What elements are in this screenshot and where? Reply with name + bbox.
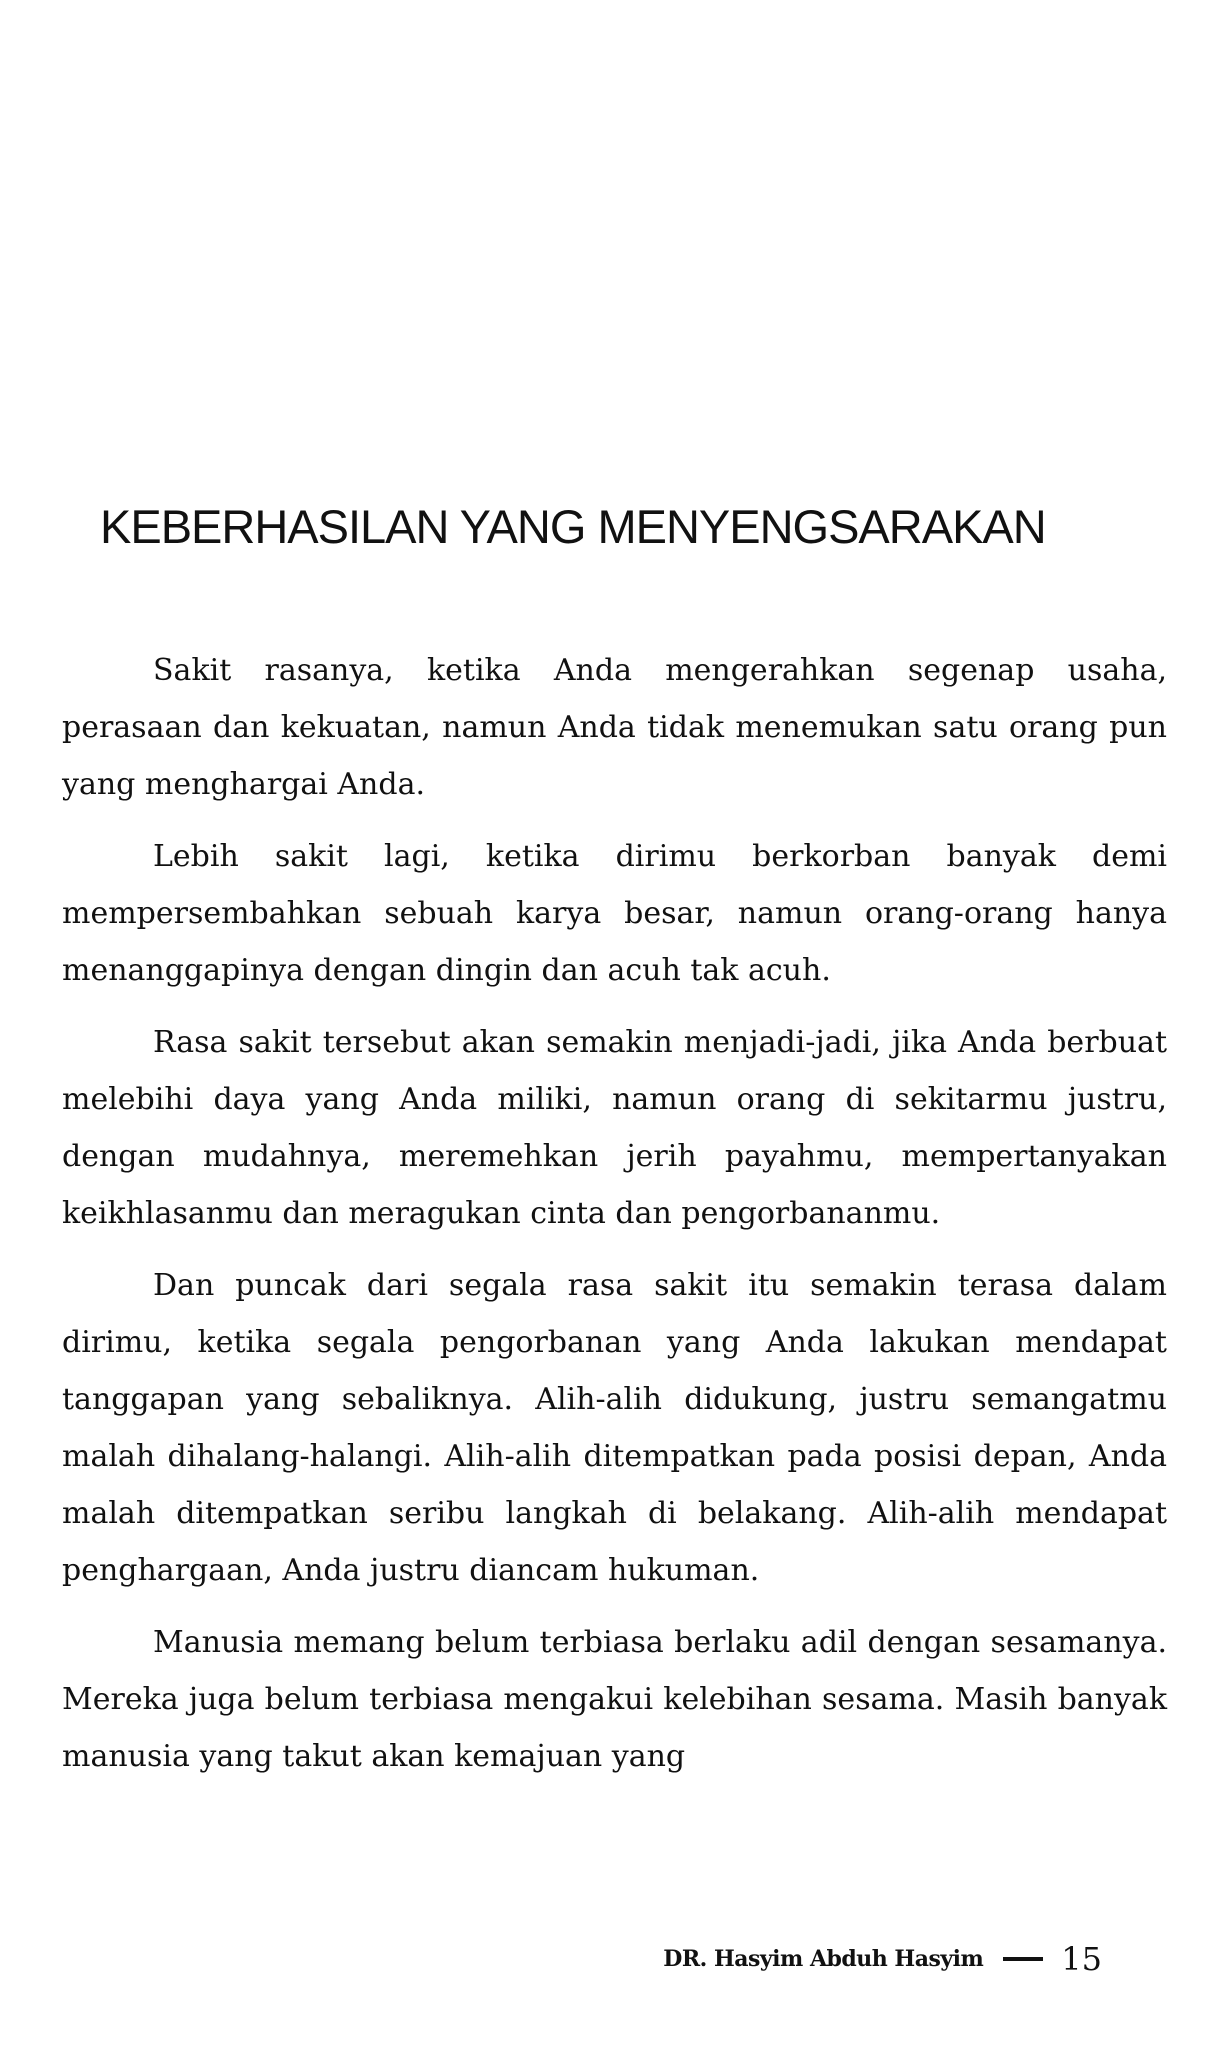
footer-author: DR. Hasyim Abduh Hasyim <box>663 1946 984 1972</box>
page-number: 15 <box>1061 1940 1102 1978</box>
paragraph: Rasa sakit tersebut akan semakin menjadi-jadi, jika Anda berbuat melebihi daya yang Anda miliki, namun orang di sekitarmu justru, dengan mudahnya, meremehkan jerih payahmu, mempertanyakan keikhlasanmu dan meragukan cinta dan pengorbananmu. <box>62 1025 1167 1231</box>
footer-dash <box>1003 1957 1043 1961</box>
paragraph: Dan puncak dari segala rasa sakit itu semakin terasa dalam dirimu, ketika segala pengorbanan yang Anda lakukan mendapat tanggapan yang sebaliknya. Alih-alih didukung, justru semangatmu malah dihalang-halangi. Alih-alih ditempatkan pada posisi depan, Anda malah ditempatkan seribu langkah di belakang. Alih-alih mendapat penghargaan, Anda justru diancam hukuman. <box>62 1268 1167 1588</box>
paragraph: Lebih sakit lagi, ketika dirimu berkorban banyak demi mempersembahkan sebuah karya besar, namun orang-orang hanya menanggapinya dengan dingin dan acuh tak acuh. <box>62 839 1167 988</box>
body-text <box>62 642 1167 1800</box>
paragraph: Sakit rasanya, ketika Anda mengerahkan segenap usaha, perasaan dan kekuatan, namun Anda tidak menemukan satu orang pun yang menghargai Anda. <box>62 653 1167 802</box>
paragraph: Manusia memang belum terbiasa berlaku adil dengan sesamanya. Mereka juga belum terbiasa mengakui kelebihan sesama. Masih banyak manusia yang takut akan kemajuan yang <box>62 1625 1167 1774</box>
page-footer <box>663 1940 1102 1978</box>
chapter-title: KEBERHASILAN YANG MENYENGSARAKAN <box>100 500 1046 553</box>
